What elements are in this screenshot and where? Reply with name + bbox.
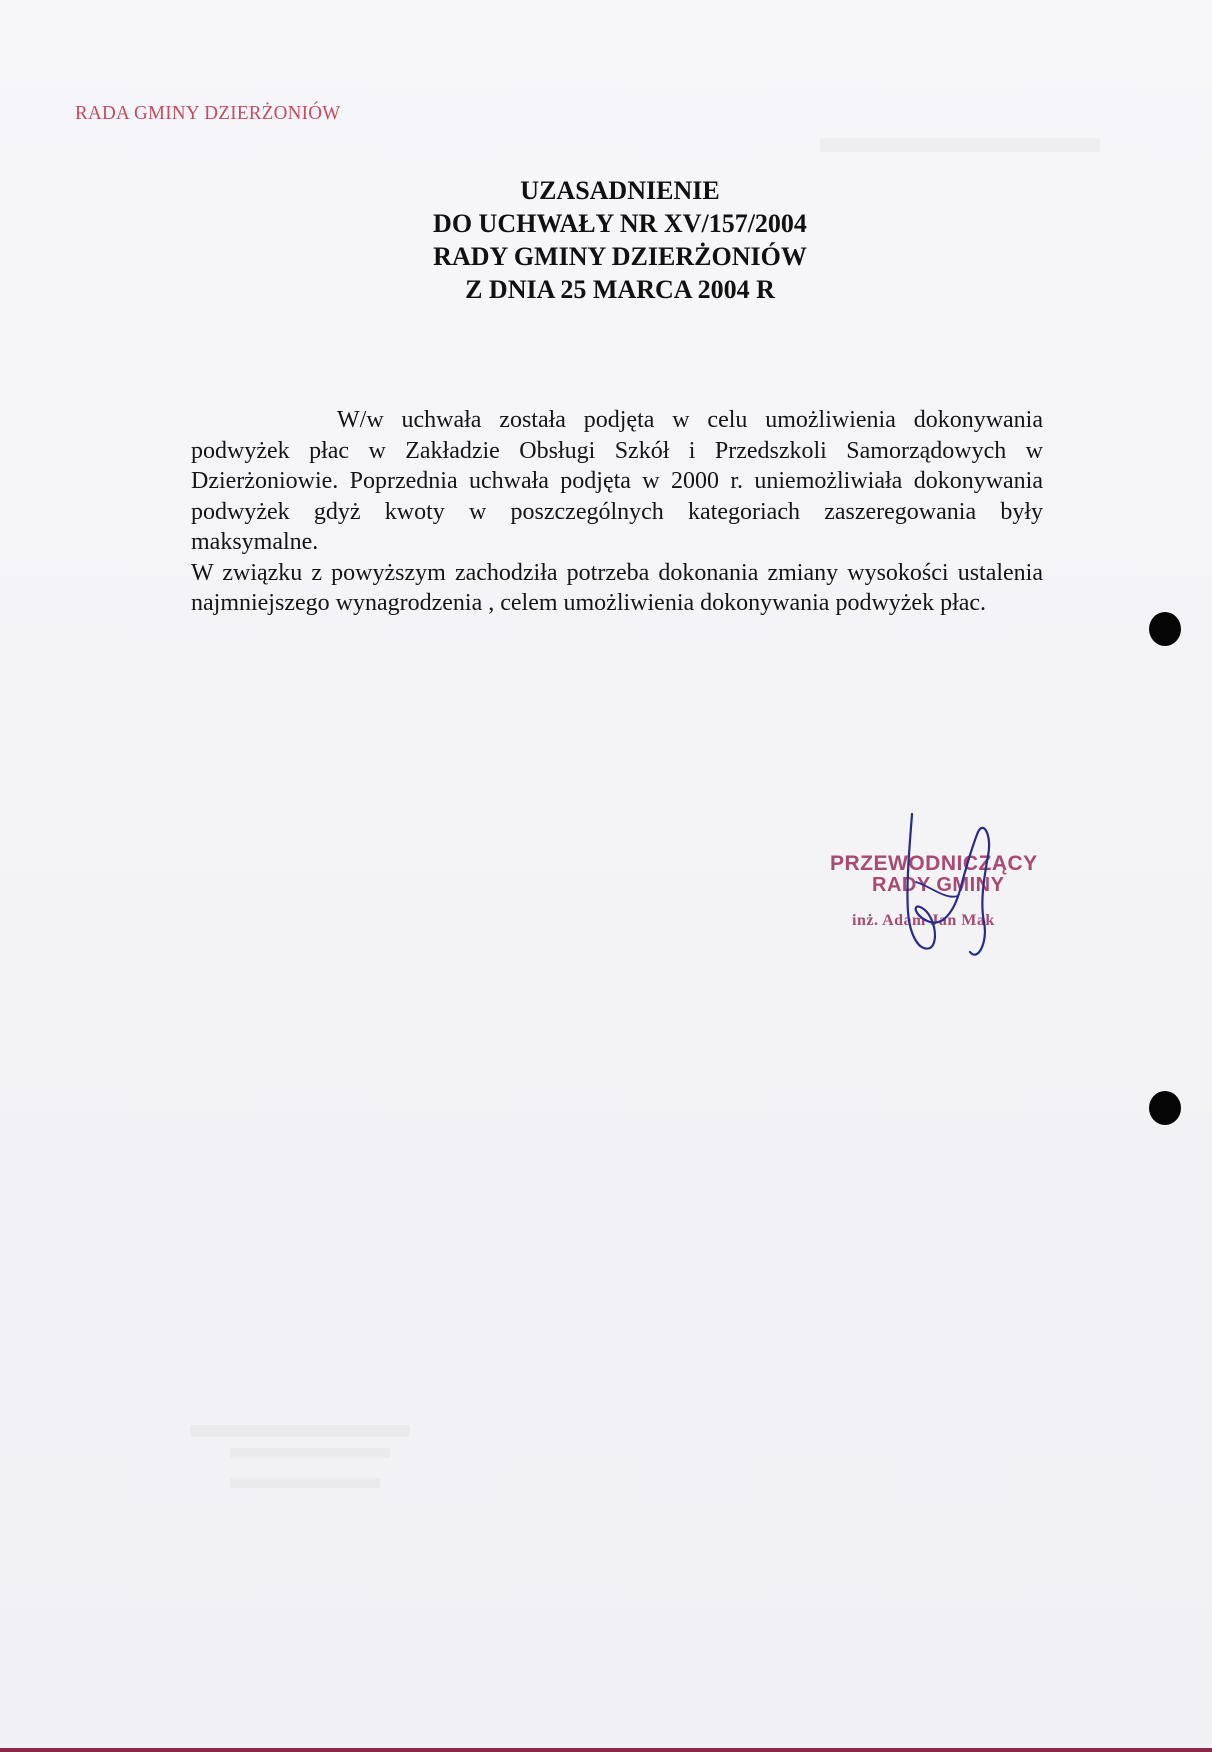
stamp-chairman-title: PRZEWODNICZĄCY [830,852,1038,875]
bleed-through-mark [820,138,1100,152]
council-header-stamp: RADA GMINY DZIERŻONIÓW [75,102,341,125]
justification-body [191,405,1043,619]
title-line-1: UZASADNIENIE [520,176,720,205]
bleed-through-mark [230,1448,390,1458]
stamp-signatory-name: inż. Adam Jan Mak [852,912,995,929]
page-bottom-edge [0,1748,1212,1752]
punch-hole-upper [1149,612,1181,646]
stamp-council-name: RADY GMINY [872,874,1005,896]
title-line-3: RADY GMINY DZIERŻONIÓW [433,242,807,271]
title-line-4: Z DNIA 25 MARCA 2004 R [465,275,775,304]
punch-hole-lower [1149,1091,1181,1125]
bleed-through-mark [230,1478,380,1488]
chairman-signature-stamp [820,812,1070,962]
bleed-through-mark [190,1425,410,1437]
body-paragraph-1: W/w uchwała została podjęta w celu umożliwienia dokonywania podwyżek płac w Zakładzie Obsługi Szkół i Przedszkoli Samorządowych w Dzierżoniowie. Poprzednia uchwała podjęta w 2000 r. uniemożliwiała dokonywania podwyżek gdyż kwoty w poszczególnych kategoriach zaszeregowania były maksymalne. [191,407,1043,555]
body-paragraph-2: W związku z powyższym zachodziła potrzeba dokonania zmiany wysokości ustalenia najmniejszego wynagrodzenia , celem umożliwienia dokonywania podwyżek płac. [191,559,1043,616]
title-line-2: DO UCHWAŁY NR XV/157/2004 [433,209,807,238]
document-title [0,174,1212,306]
handwritten-signature [820,812,1070,962]
